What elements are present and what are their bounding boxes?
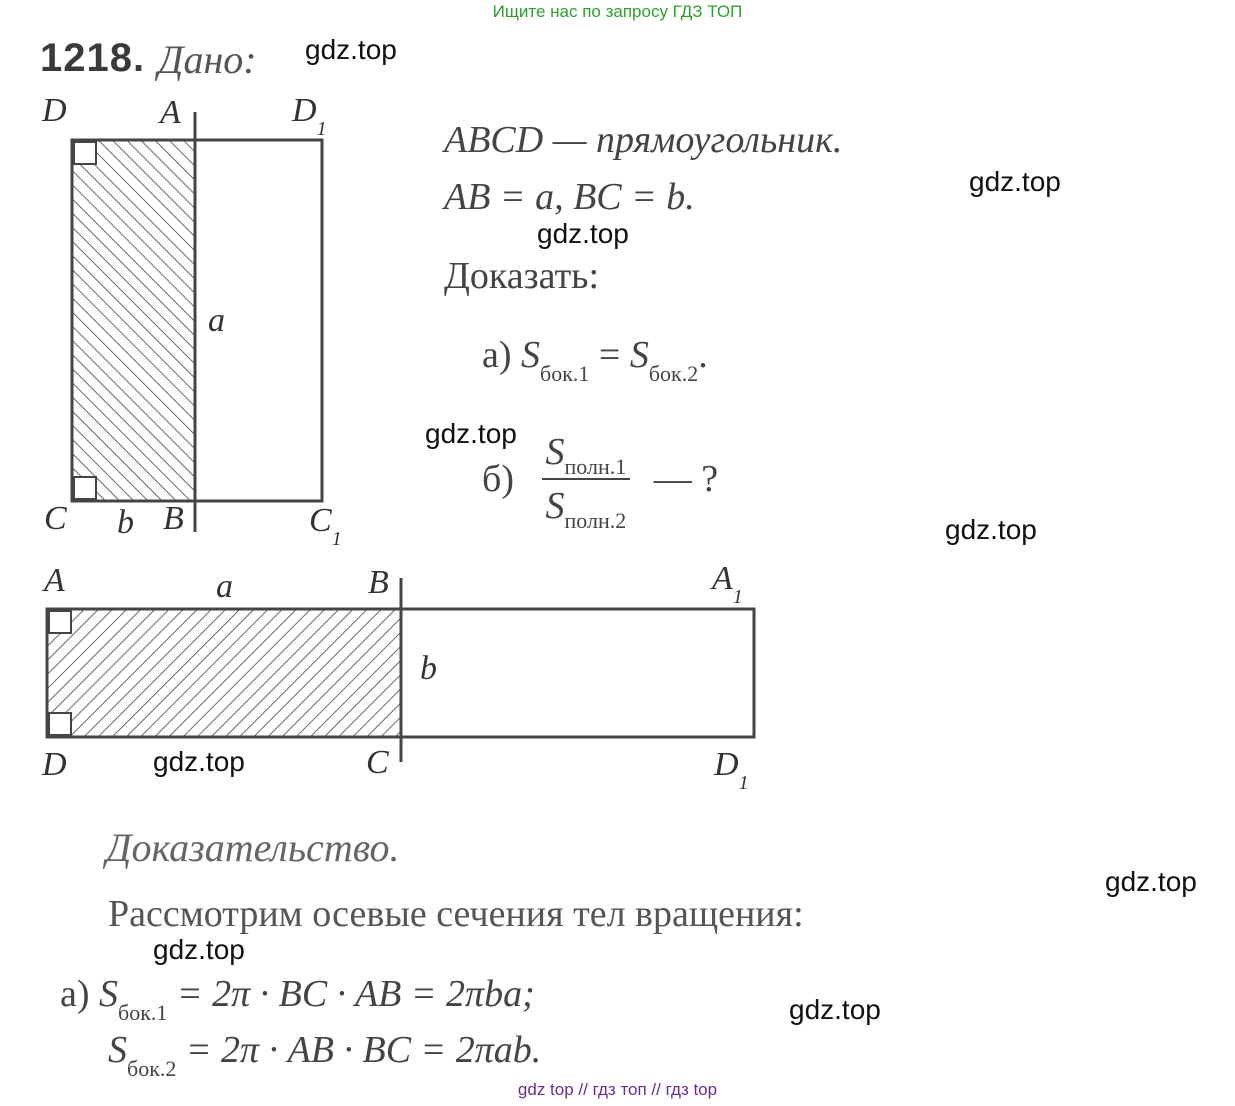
fig1-label-a: a xyxy=(208,302,225,339)
fig2-label-C: C xyxy=(366,744,389,781)
fig2-label-D1: $D_1$ xyxy=(714,746,749,794)
figure2 xyxy=(47,578,754,762)
fig1-label-b: b xyxy=(117,504,134,541)
fig1-right-angle-bottom xyxy=(74,477,96,499)
fig2-label-A1: $A_1$ xyxy=(712,560,743,608)
proof-intro: Рассмотрим осевые сечения тел вращения: xyxy=(108,893,804,935)
fig2-label-A: A xyxy=(44,562,65,599)
watermark: gdz.top xyxy=(789,994,881,1025)
fig1-label-C1: $C_1$ xyxy=(309,502,342,550)
fig1-label-C: C xyxy=(44,500,67,537)
fig1-label-D1: $D_1$ xyxy=(292,92,327,140)
watermark: gdz.top xyxy=(969,166,1061,197)
prove-item-a: а) $S_{бок.1} = S_{бок.2}$. xyxy=(482,334,708,386)
fig2-label-B: B xyxy=(368,564,389,601)
fig2-right-angle-top xyxy=(49,611,71,633)
proof-line-2: $S_{бок.2} = 2\pi$ · AB · BC = 2πab. xyxy=(108,1029,542,1081)
watermark: gdz.top xyxy=(153,746,245,777)
fig1-right-angle-top xyxy=(74,142,96,164)
footer-watermark: gdz top // гдз топ // гдз top xyxy=(517,1080,718,1099)
prove-item-b: б) $\frac{S_{полн.1}}{S_{полн.2}}$ — ? xyxy=(482,431,719,533)
watermark: gdz.top xyxy=(153,934,245,965)
watermark: gdz.top xyxy=(945,514,1037,545)
fig1-label-B: B xyxy=(163,500,184,537)
fig2-label-a: a xyxy=(216,568,233,605)
given-line-2: AB = a, BC = b. xyxy=(444,176,695,218)
fig2-label-D: D xyxy=(42,746,67,783)
watermark: gdz.top xyxy=(305,34,397,65)
figure1 xyxy=(72,112,322,532)
watermark: gdz.top xyxy=(1105,866,1197,897)
fig1-label-D: D xyxy=(42,92,67,129)
fig1-hatched-rect xyxy=(72,140,195,501)
fig1-label-A: A xyxy=(160,94,181,131)
fig2-right-angle-bottom xyxy=(49,713,71,735)
fraction: $\frac{S_{полн.1}}{S_{полн.2}}$ xyxy=(542,430,631,528)
problem-number: 1218. xyxy=(40,36,146,80)
watermark: gdz.top xyxy=(537,218,629,249)
given-line-1: ABCD — прямоугольник. xyxy=(444,119,843,161)
top-banner: Ищите нас по запросу ГДЗ ТОП xyxy=(492,2,743,21)
fig2-hatched-rect xyxy=(47,609,401,737)
proof-line-1: а) $S_{бок.1} = 2\pi$ · BC · AB = 2πba; xyxy=(60,973,535,1025)
proof-title: Доказательство. xyxy=(106,825,400,870)
prove-label: Доказать: xyxy=(444,255,600,297)
given-label: Дано: xyxy=(158,37,257,82)
fig2-label-b: b xyxy=(420,650,437,687)
watermark: gdz.top xyxy=(425,418,517,449)
